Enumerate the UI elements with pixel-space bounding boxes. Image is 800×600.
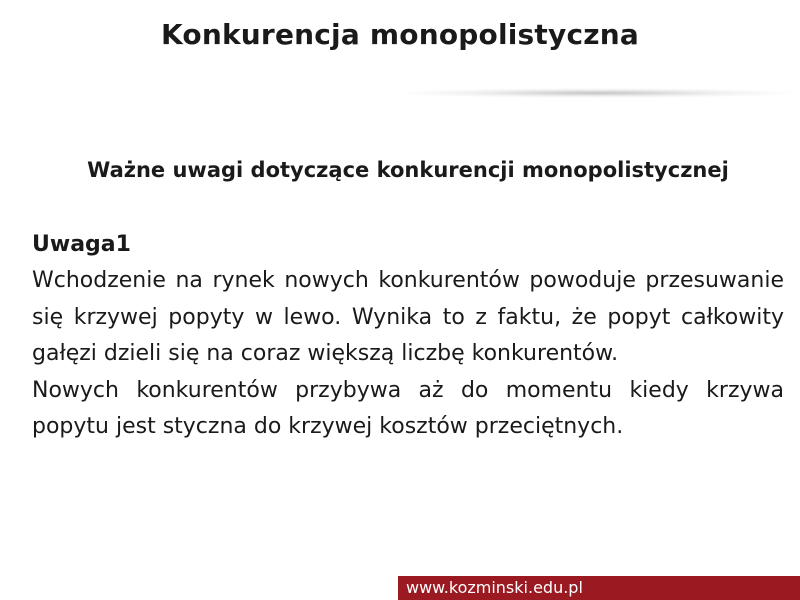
footer-url-bar (398, 576, 800, 600)
page-title: Konkurencja monopolistyczna (161, 18, 639, 51)
note-heading: Uwaga1 (32, 231, 131, 257)
slide-subtitle: Ważne uwagi dotyczące konkurencji monopolistycznej (87, 158, 729, 182)
slide-content (32, 152, 784, 446)
note-paragraph-2: Nowych konkurentów przybywa aż do momentu kiedy krzywa popytu jest styczna do krzywej kosztów przeciętnych. (32, 377, 784, 439)
note-paragraph-1: Wchodzenie na rynek nowych konkurentów powoduje przesuwanie się krzywej popyty w lewo. Wynika to z faktu, że popyt całkowity gałęzi dzieli się na coraz większą liczbę konkurentów. (32, 268, 784, 366)
title-divider-shadow (400, 88, 795, 98)
footer-url: www.kozminski.edu.pl (406, 578, 583, 597)
